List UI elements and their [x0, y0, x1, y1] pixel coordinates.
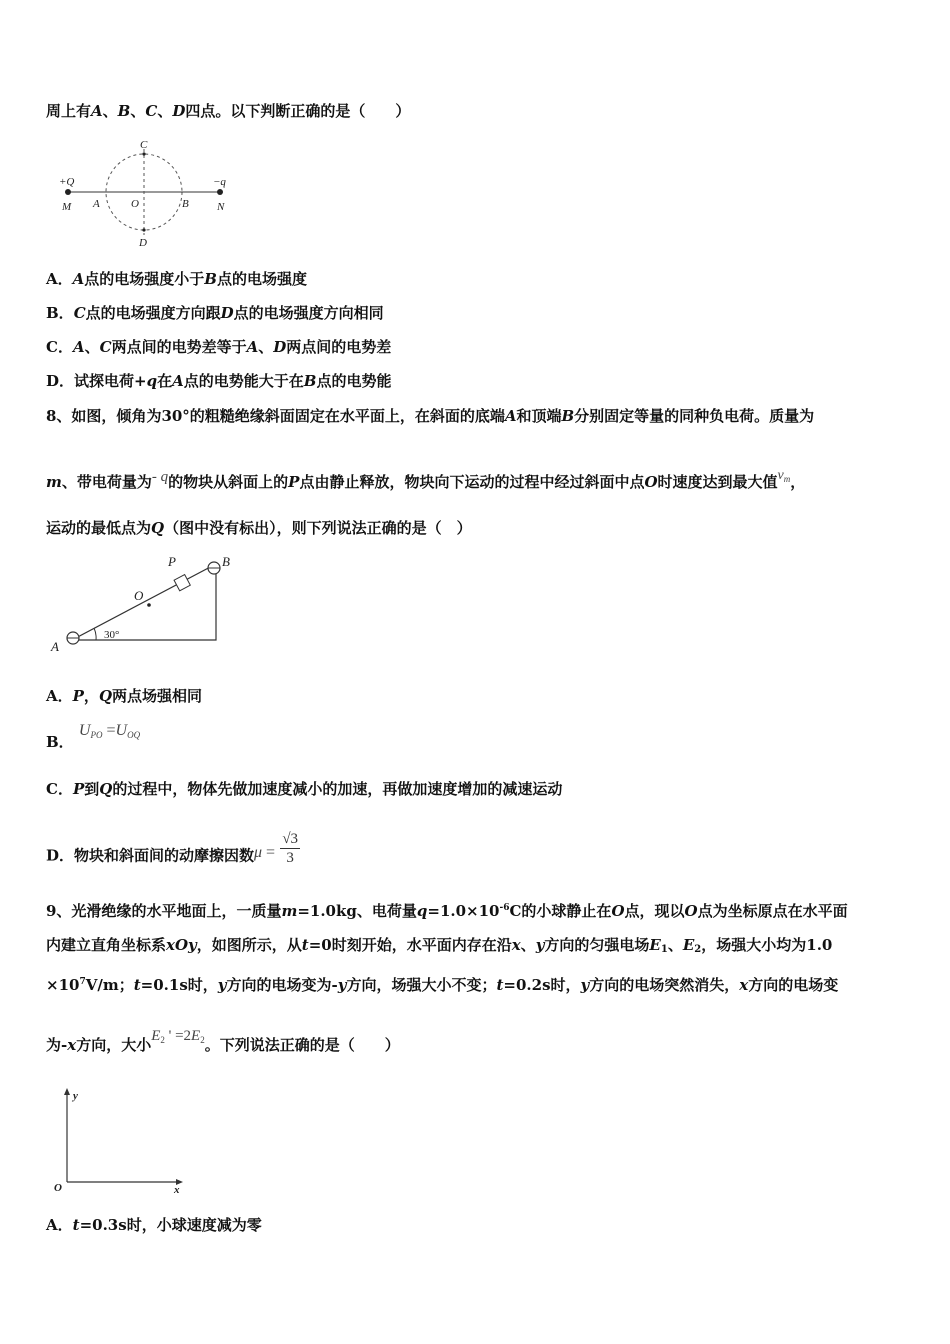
option-text: 点的电场强度小于 [84, 270, 205, 288]
stem-text: 、带电荷量为 [61, 473, 152, 491]
label-o: O [131, 198, 139, 210]
equals: = [102, 722, 116, 739]
option-prefix: C． [46, 338, 73, 356]
stem-var: x [511, 936, 521, 954]
q9-stem-line1 [46, 898, 848, 921]
label-plus-q: +Q [59, 176, 75, 188]
point-d-dot [142, 228, 145, 231]
option-text: 、 [258, 338, 274, 356]
stem-var: x [67, 1036, 77, 1054]
stem-var: y [535, 936, 545, 954]
option-var: C [99, 338, 112, 356]
midpoint-o [147, 603, 151, 607]
stem-text: ×10 [46, 976, 80, 994]
fraction-numerator: √3 [282, 831, 299, 847]
q8-incline-diagram [48, 550, 248, 660]
label-angle: 30° [104, 629, 120, 641]
e-subscript: 2 [160, 1035, 165, 1045]
label-p: P [168, 554, 176, 569]
stem-text: 时速度达到最大值 [657, 473, 778, 491]
option-var: C [73, 304, 86, 322]
stem-text: 9、光滑绝缘的水平地面上，一质量 [46, 902, 282, 920]
e2-formula [151, 1028, 205, 1044]
e-symbol: E [191, 1028, 201, 1044]
stem-var: t [496, 976, 504, 994]
option-var: B [303, 372, 317, 390]
q8-stem-line3 [46, 518, 472, 538]
stem-text: 、 [667, 936, 683, 954]
angle-arc [94, 628, 96, 640]
u-symbol: U [115, 722, 128, 739]
label-minus-q: −q [213, 176, 226, 188]
q7-option-c [46, 337, 391, 357]
u-subscript: OQ [127, 730, 141, 740]
mu-symbol: μ [254, 843, 263, 861]
option-text: 两点间的电势差 [286, 338, 392, 356]
option-prefix: B． [46, 733, 74, 751]
option-var: P [72, 780, 85, 798]
exponent: -6 [499, 903, 510, 913]
stem-var: E [649, 936, 661, 954]
stem-text: 分别固定等量的同种负电荷。质量为 [574, 407, 815, 425]
stem-text: =1.0kg、电荷量 [297, 902, 417, 920]
option-var: A [172, 372, 184, 390]
q7-option-d [46, 371, 391, 391]
q7-stem-text: 周上有 [46, 102, 92, 120]
stem-var: O [611, 902, 625, 920]
y-axis-arrow [64, 1088, 70, 1095]
stem-text: V/m； [85, 976, 134, 994]
q8-stem-line1 [46, 406, 814, 426]
incline-triangle [72, 564, 216, 640]
option-var: B [204, 270, 217, 288]
point-c-dot [142, 152, 145, 155]
option-prefix: A． [46, 1216, 73, 1234]
stem-var: P [288, 473, 300, 491]
option-text: ， [83, 687, 99, 705]
stem-var: O [684, 902, 698, 920]
u-subscript: PO [90, 730, 103, 740]
stem-var: A [504, 407, 517, 425]
stem-text: 运动的最低点为 [46, 519, 152, 537]
q7-var-b: B [117, 102, 131, 120]
q8-stem-line2 [46, 466, 805, 492]
stem-var: xOy [166, 936, 197, 954]
stem-text: 方向的匀强电场 [544, 936, 650, 954]
stem-var: B [561, 407, 575, 425]
q8-option-d [46, 831, 300, 875]
subscript: 2 [694, 944, 702, 955]
label-a: A [93, 198, 100, 210]
option-text: 点的电场强度方向相同 [233, 304, 384, 322]
option-text: 在 [157, 372, 173, 390]
option-text: 点的电场强度方向跟 [85, 304, 221, 322]
stem-text: =0时刻开始，水平面内存在沿 [308, 936, 512, 954]
q8-option-b [46, 722, 141, 757]
subscript: 1 [660, 944, 668, 955]
e-subscript: 2 [200, 1035, 205, 1045]
potential-formula [79, 722, 140, 739]
option-text: D．物块和斜面间的动摩擦因数 [46, 846, 255, 865]
option-prefix: A． [46, 687, 73, 705]
stem-text: 和顶端 [516, 407, 562, 425]
option-prefix: D．试探电荷+ [46, 372, 147, 390]
q7-stem-end: 四点。以下判断正确的是（ ） [185, 102, 411, 120]
prime-equals: ' =2 [164, 1028, 192, 1044]
label-n: N [217, 201, 225, 213]
fraction-denominator: 3 [286, 850, 294, 866]
label-x: x [174, 1184, 180, 1196]
option-text: 、 [84, 338, 100, 356]
vmax-formula [778, 468, 791, 483]
exponent: 7 [79, 977, 86, 987]
q7-sep: 、 [102, 102, 118, 120]
option-text: 点的电势能 [316, 372, 392, 390]
option-text: 点的电势能大于在 [183, 372, 304, 390]
label-c: C [140, 139, 148, 151]
q8-option-c [46, 779, 562, 799]
q7-sep: 、 [157, 102, 173, 120]
q9-axes-diagram [50, 1085, 190, 1195]
label-d: D [139, 237, 147, 249]
option-var: A [72, 270, 85, 288]
stem-text: 点，现以 [624, 902, 685, 920]
q9-stem-line4 [46, 1028, 400, 1060]
stem-var: y [580, 976, 590, 994]
stem-text: =0.2s时， [503, 976, 581, 994]
stem-text: 。下列说法正确的是（ ） [204, 1036, 400, 1054]
charge-formula: - q [151, 469, 169, 485]
stem-text: =0.1s时， [140, 976, 218, 994]
stem-var: O [644, 473, 658, 491]
option-var: Q [99, 780, 113, 798]
stem-var: Q [151, 519, 165, 537]
u-symbol: U [78, 722, 91, 739]
block-p [174, 575, 190, 591]
stem-text: 点由静止释放，物块向下运动的过程中经过斜面中点 [299, 473, 645, 491]
q7-option-b [46, 303, 384, 323]
option-prefix: A． [46, 270, 73, 288]
option-text: 的过程中，物体先做加速度减小的加速，再做加速度增加的减速运动 [112, 780, 563, 798]
q7-var-a: A [91, 102, 103, 120]
label-b: B [222, 554, 230, 569]
stem-text: 点为坐标原点在水平面 [697, 902, 848, 920]
option-text: 两点场强相同 [112, 687, 203, 705]
stem-var: q [416, 902, 428, 920]
option-text: 点的电场强度 [216, 270, 307, 288]
stem-var: t [133, 976, 141, 994]
equals: = [262, 843, 276, 861]
stem-text: 8、如图，倾角为30°的粗糙绝缘斜面固定在水平面上，在斜面的底端 [46, 407, 505, 425]
option-var: A [72, 338, 85, 356]
stem-text: ， [790, 473, 806, 491]
option-var: A [246, 338, 259, 356]
label-m: M [62, 201, 72, 213]
stem-text: 为- [46, 1036, 68, 1054]
stem-text: 、 [520, 936, 536, 954]
label-a: A [51, 639, 59, 654]
stem-text: 的物块从斜面上的 [168, 473, 289, 491]
q7-charge-diagram [55, 135, 245, 250]
v-subscript: m [783, 474, 791, 484]
option-var: t [72, 1216, 80, 1234]
stem-var: m [46, 473, 62, 491]
stem-var: x [739, 976, 749, 994]
option-var: Q [98, 687, 113, 705]
stem-var: y [337, 976, 347, 994]
q7-var-c: C [145, 102, 158, 120]
stem-text: （图中没有标出），则下列说法正确的是（ ） [164, 519, 472, 537]
option-prefix: C． [46, 780, 73, 798]
stem-text: ，场强大小均为1.0 [701, 936, 833, 954]
sqrt3-over-3 [280, 830, 300, 867]
label-b: B [182, 198, 189, 210]
q8-option-a [46, 686, 202, 706]
stem-var: y [217, 976, 227, 994]
stem-var: t [301, 936, 309, 954]
option-var: P [72, 687, 84, 705]
stem-text: 方向的电场突然消失， [589, 976, 740, 994]
option-var: D [220, 304, 234, 322]
stem-var: E [682, 936, 695, 954]
q7-sep: 、 [130, 102, 146, 120]
e-symbol: E [151, 1028, 161, 1044]
charge-n-dot [217, 189, 223, 195]
q9-stem-line2 [46, 935, 832, 960]
stem-text: ，如图所示，从 [196, 936, 302, 954]
q9-stem-line3 [46, 972, 838, 995]
option-text: 两点间的电势差等于 [111, 338, 247, 356]
stem-text: 方向的电场变为- [226, 976, 338, 994]
stem-text: C的小球静止在 [509, 902, 612, 920]
q7-option-a [46, 269, 307, 289]
label-y: y [73, 1090, 78, 1102]
stem-text: 方向，场强大小不变； [346, 976, 497, 994]
option-text: 到 [84, 780, 100, 798]
stem-text: =1.0×10 [427, 902, 500, 920]
v-symbol: v [777, 468, 784, 483]
stem-text: 方向，大小 [76, 1036, 152, 1054]
stem-text: 方向的电场变 [748, 976, 839, 994]
option-var: q [146, 372, 158, 390]
option-prefix: B． [46, 304, 74, 322]
charge-m-dot [65, 189, 71, 195]
label-o: O [54, 1182, 62, 1194]
option-text: =0.3s时，小球速度减为零 [79, 1216, 262, 1234]
option-var: D [273, 338, 287, 356]
q7-stem [46, 101, 410, 121]
label-o: O [134, 588, 144, 603]
stem-var: m [281, 902, 298, 920]
stem-text: 内建立直角坐标系 [46, 936, 167, 954]
q9-option-a [46, 1215, 262, 1235]
q7-var-d: D [172, 102, 186, 120]
